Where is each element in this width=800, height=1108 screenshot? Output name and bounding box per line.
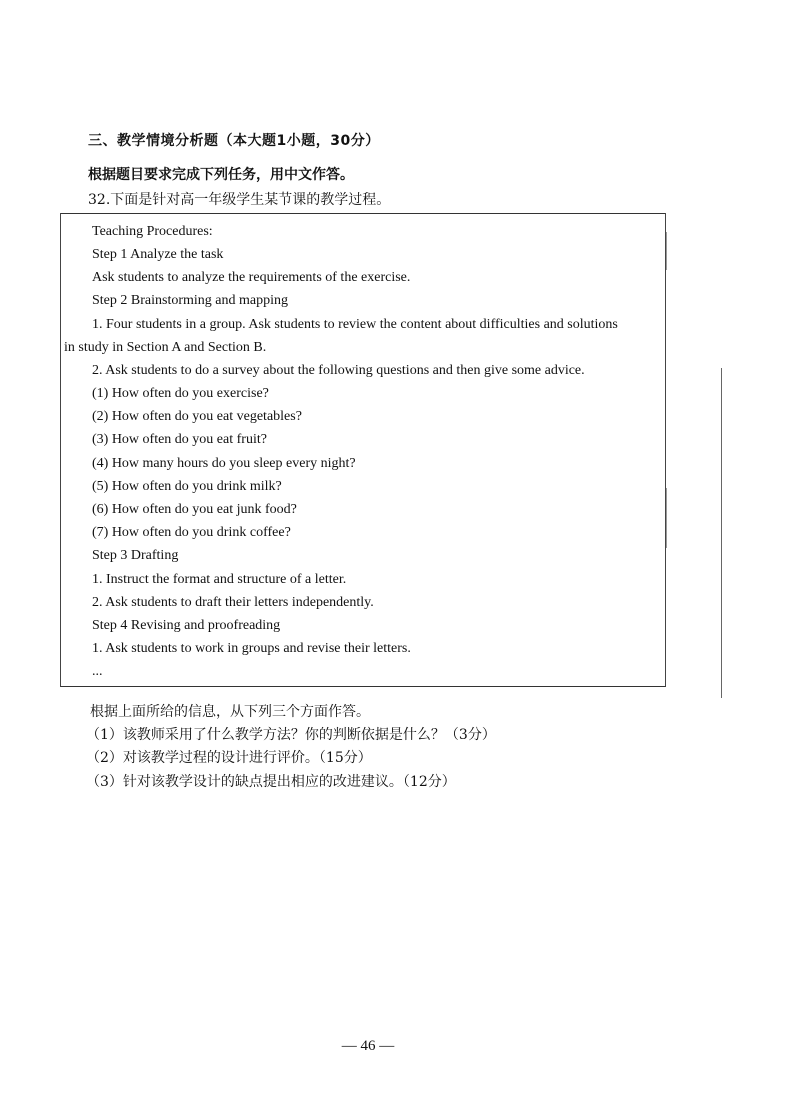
page-number: — 46 —: [341, 1038, 395, 1054]
procedure-line: 1. Instruct the format and structure of a letter.: [92, 572, 347, 587]
scan-margin-mark: [666, 232, 667, 270]
survey-question: (3) How often do you eat fruit?: [92, 432, 267, 447]
procedure-line: Ask students to analyze the requirements of the exercise.: [92, 270, 411, 285]
procedures-title: Teaching Procedures:: [92, 224, 213, 239]
procedure-line: Step 2 Brainstorming and mapping: [92, 293, 288, 308]
procedure-line: in study in Section A and Section B.: [64, 340, 267, 355]
procedure-line: 2. Ask students to do a survey about the following questions and then give some advice.: [92, 363, 585, 378]
survey-question: (5) How often do you drink milk?: [92, 479, 282, 494]
procedure-line: 1. Four students in a group. Ask students to review the content about difficulties and solutions: [92, 317, 618, 332]
procedure-line: 1. Ask students to work in groups and revise their letters.: [92, 641, 411, 656]
scan-margin-mark: [721, 368, 722, 698]
survey-question: (4) How many hours do you sleep every night?: [92, 456, 356, 471]
scan-margin-mark: [666, 488, 667, 548]
question-2: （2）对该教学过程的设计进行评价。（15分）: [86, 750, 372, 766]
procedure-ellipsis: ...: [92, 664, 103, 679]
answer-instruction: 根据上面所给的信息，从下列三个方面作答。: [90, 704, 370, 720]
task-instruction: 根据题目要求完成下列任务，用中文作答。: [88, 167, 354, 183]
question-3: （3）针对该教学设计的缺点提出相应的改进建议。（12分）: [86, 774, 456, 790]
procedure-line: 2. Ask students to draft their letters independently.: [92, 595, 374, 610]
procedure-line: Step 4 Revising and proofreading: [92, 618, 281, 633]
survey-question: (2) How often do you eat vegetables?: [92, 409, 302, 424]
survey-question: (6) How often do you eat junk food?: [92, 502, 297, 517]
procedure-line: Step 3 Drafting: [92, 548, 179, 563]
procedure-line: Step 1 Analyze the task: [92, 247, 224, 262]
survey-question: (1) How often do you exercise?: [92, 386, 269, 401]
question-1: （1）该教师采用了什么教学方法？你的判断依据是什么？（3分）: [86, 727, 496, 743]
section-heading: 三、教学情境分析题（本大题1小题，30分）: [88, 133, 380, 149]
question-intro: 32.下面是针对高一年级学生某节课的教学过程。: [88, 192, 391, 208]
survey-question: (7) How often do you drink coffee?: [92, 525, 291, 540]
